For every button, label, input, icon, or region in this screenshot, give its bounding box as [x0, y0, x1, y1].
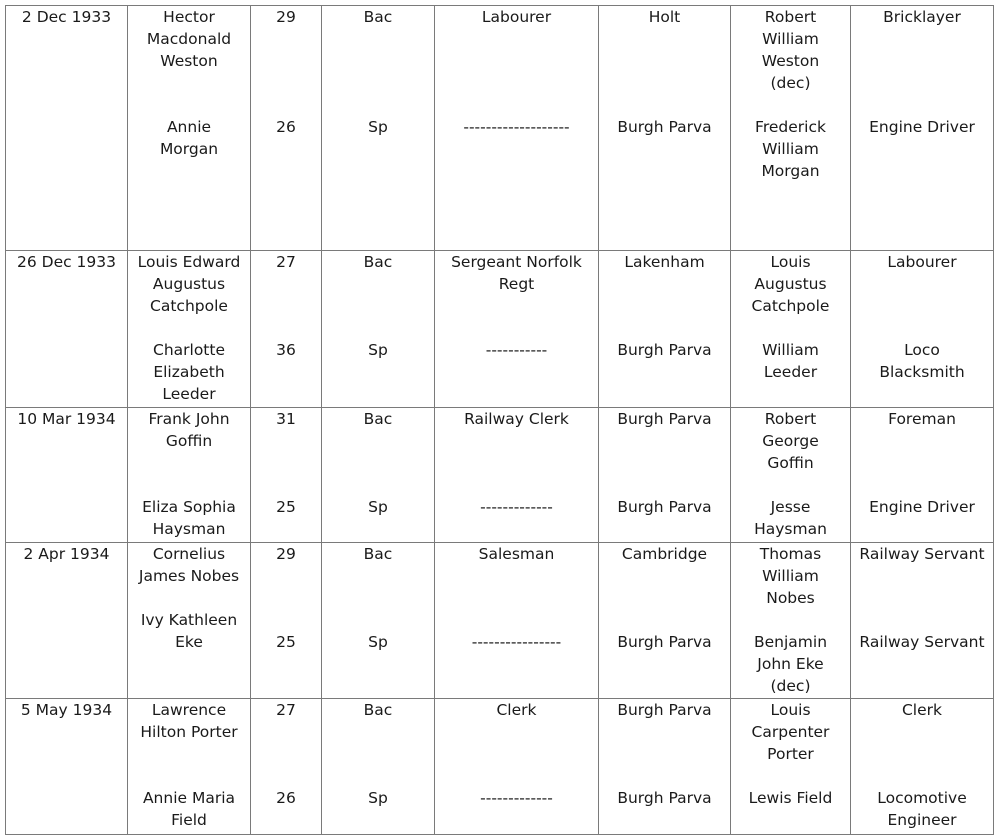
text-line: Robert [764, 8, 817, 26]
father-occupation-cell [851, 699, 994, 835]
groom-residence: Holt [648, 8, 681, 26]
text-line: Jesse [770, 498, 811, 516]
condition-cell [322, 6, 435, 251]
text-line: Macdonald [146, 30, 232, 48]
bride-age: 25 [276, 498, 296, 516]
age-cell-content [251, 408, 321, 542]
groom-condition: Bac [363, 253, 393, 271]
register-body [6, 6, 994, 835]
register-entry-row [6, 699, 994, 835]
text-line: Blacksmith [879, 363, 965, 381]
groom-condition: Bac [363, 8, 393, 26]
father-name-cell-content [731, 408, 850, 542]
groom-occupation: Clerk [496, 701, 537, 719]
occupation-cell [435, 251, 599, 408]
text-line: Locomotive [877, 789, 967, 807]
bride-occupation: ------------- [480, 789, 553, 807]
groom-residence: Lakenham [624, 253, 705, 271]
bride-condition: Sp [368, 341, 388, 359]
groom-father-occupation: Clerk [901, 701, 942, 719]
text-line: Regt [498, 275, 535, 293]
text-line: Charlotte [153, 341, 225, 359]
bride-father-occupation: Engine Driver [869, 118, 975, 136]
occupation-cell [435, 408, 599, 543]
father-name-cell [731, 251, 851, 408]
groom-residence: Burgh Parva [617, 410, 712, 428]
marriage-date-cell-content [6, 543, 127, 698]
residence-cell [599, 699, 731, 835]
father-name-cell [731, 543, 851, 699]
condition-cell-content [322, 251, 434, 407]
text-line: Goffin [767, 454, 814, 472]
person-name-cell [128, 699, 251, 835]
text-line: Elizabeth [153, 363, 225, 381]
father-occupation-cell-content [851, 699, 993, 834]
bride-father-occupation: Engine Driver [869, 498, 975, 516]
groom-condition: Bac [363, 545, 393, 563]
father-occupation-cell-content [851, 408, 993, 542]
groom-person-name [131, 6, 247, 72]
bride-residence: Burgh Parva [617, 789, 712, 807]
condition-cell-content [322, 699, 434, 834]
text-line: William [762, 140, 819, 158]
marriage-register-table [5, 5, 994, 835]
text-line: Ivy Kathleen [140, 611, 238, 629]
groom-condition: Bac [363, 701, 393, 719]
text-line: Annie Maria [142, 789, 236, 807]
father-name-cell [731, 699, 851, 835]
father-occupation-cell [851, 251, 994, 408]
marriage-date: 2 Dec 1933 [21, 8, 112, 26]
marriage-date-cell-content [6, 6, 127, 250]
father-name-cell-content [731, 251, 850, 407]
text-line: (dec) [770, 74, 811, 92]
text-line: Field [171, 811, 207, 829]
bride-residence: Burgh Parva [617, 341, 712, 359]
bride-father-name [734, 496, 847, 540]
text-line: Annie [166, 118, 212, 136]
person-name-cell [128, 251, 251, 408]
residence-cell-content [599, 543, 730, 698]
bride-father-name: Lewis Field [748, 789, 833, 807]
marriage-date-cell [6, 408, 128, 543]
condition-cell [322, 699, 435, 835]
bride-age: 26 [276, 118, 296, 136]
groom-condition: Bac [363, 410, 393, 428]
groom-father-occupation: Labourer [887, 253, 957, 271]
marriage-date-cell-content [6, 408, 127, 542]
groom-age: 31 [276, 410, 296, 428]
groom-father-name [734, 408, 847, 474]
person-name-cell [128, 6, 251, 251]
text-line: Augustus [152, 275, 226, 293]
occupation-cell [435, 699, 599, 835]
residence-cell-content [599, 251, 730, 407]
text-line: Robert [764, 410, 817, 428]
groom-occupation: Salesman [478, 545, 555, 563]
groom-residence: Cambridge [621, 545, 708, 563]
bride-occupation: ------------------- [463, 118, 570, 136]
text-line: Porter [767, 745, 814, 763]
register-entry-row [6, 408, 994, 543]
bride-father-occupation [854, 339, 990, 383]
father-name-cell [731, 6, 851, 251]
age-cell [251, 699, 322, 835]
groom-father-name [734, 6, 847, 94]
person-name-cell-content [128, 543, 250, 698]
marriage-date-cell-content [6, 251, 127, 407]
groom-age: 27 [276, 701, 296, 719]
condition-cell-content [322, 408, 434, 542]
text-line: John Eke [757, 655, 824, 673]
condition-cell-content [322, 6, 434, 250]
groom-occupation: Labourer [481, 8, 552, 26]
marriage-date-cell [6, 699, 128, 835]
text-line: William [762, 30, 819, 48]
text-line: Morgan [159, 140, 219, 158]
text-line: Weston [761, 52, 820, 70]
father-name-cell [731, 408, 851, 543]
age-cell [251, 251, 322, 408]
groom-person-name [131, 699, 247, 743]
groom-father-name [734, 543, 847, 609]
bride-father-name [734, 339, 847, 383]
person-name-cell [128, 408, 251, 543]
text-line: Leeder [763, 363, 818, 381]
text-line: William [762, 567, 819, 585]
text-line: George [762, 432, 819, 450]
residence-cell-content [599, 699, 730, 834]
residence-cell-content [599, 408, 730, 542]
occupation-cell-content [435, 699, 598, 834]
condition-cell [322, 543, 435, 699]
bride-condition: Sp [368, 118, 388, 136]
text-line: (dec) [770, 677, 811, 695]
text-line: Benjamin [753, 633, 828, 651]
text-line: Hilton Porter [140, 723, 238, 741]
text-line: Lawrence [151, 701, 227, 719]
bride-condition: Sp [368, 498, 388, 516]
text-line: Loco [904, 341, 940, 359]
marriage-date: 5 May 1934 [20, 701, 113, 719]
bride-person-name [131, 116, 247, 160]
residence-cell [599, 543, 731, 699]
residence-cell [599, 408, 731, 543]
marriage-date-cell [6, 251, 128, 408]
groom-occupation: Railway Clerk [464, 410, 569, 428]
bride-residence: Burgh Parva [617, 633, 712, 651]
text-line: Frank John [148, 410, 230, 428]
age-cell [251, 543, 322, 699]
age-cell [251, 408, 322, 543]
occupation-cell-content [435, 6, 598, 250]
bride-occupation: ------------- [480, 498, 553, 516]
bride-person-name [131, 339, 247, 405]
text-line: Sergeant Norfolk [451, 253, 582, 271]
bride-condition: Sp [368, 633, 388, 651]
groom-age: 29 [276, 8, 296, 26]
text-line: James Nobes [138, 567, 240, 585]
groom-person-name [131, 251, 247, 317]
text-line: Weston [160, 52, 218, 70]
age-cell-content [251, 699, 321, 834]
bride-person-name [131, 787, 247, 831]
age-cell [251, 6, 322, 251]
text-line: Hector [163, 8, 215, 26]
register-entry-row [6, 543, 994, 699]
groom-age: 29 [276, 545, 296, 563]
bride-age: 26 [276, 789, 296, 807]
father-occupation-cell-content [851, 6, 993, 250]
person-name-cell-content [128, 699, 250, 834]
bride-residence: Burgh Parva [617, 118, 712, 136]
groom-residence: Burgh Parva [617, 701, 712, 719]
text-line: Louis Edward [137, 253, 241, 271]
condition-cell-content [322, 543, 434, 698]
bride-age: 36 [276, 341, 296, 359]
text-line: Goffin [165, 432, 213, 450]
bride-residence: Burgh Parva [617, 498, 712, 516]
text-line: Frederick [755, 118, 826, 136]
text-line: Nobes [766, 589, 815, 607]
condition-cell [322, 408, 435, 543]
groom-person-name [131, 408, 247, 452]
groom-father-name [734, 251, 847, 317]
residence-cell-content [599, 6, 730, 250]
text-line: Leeder [162, 385, 216, 403]
text-line: Catchpole [751, 297, 830, 315]
residence-cell [599, 6, 731, 251]
text-line: Morgan [761, 162, 820, 180]
register-entry-row [6, 6, 994, 251]
bride-occupation: ----------- [485, 341, 548, 359]
bride-condition: Sp [368, 789, 388, 807]
bride-father-name [734, 116, 847, 182]
bride-father-name [734, 631, 847, 697]
text-line: Thomas [759, 545, 822, 563]
register-entry-row [6, 251, 994, 408]
text-line: Louis [770, 253, 811, 271]
groom-occupation [438, 251, 595, 295]
bride-age: 25 [276, 633, 296, 651]
bride-occupation: ---------------- [471, 633, 562, 651]
text-line: Eke [175, 633, 203, 651]
father-occupation-cell [851, 543, 994, 699]
groom-father-occupation: Bricklayer [883, 8, 961, 26]
father-name-cell-content [731, 6, 850, 250]
condition-cell [322, 251, 435, 408]
text-line: Haysman [152, 520, 226, 538]
person-name-cell-content [128, 408, 250, 542]
bride-person-name [131, 496, 247, 540]
text-line: Haysman [754, 520, 827, 538]
groom-father-occupation: Foreman [888, 410, 956, 428]
age-cell-content [251, 251, 321, 407]
text-line: Eliza Sophia [142, 498, 236, 516]
groom-father-name [734, 699, 847, 765]
groom-person-name [131, 543, 247, 587]
text-line: Engineer [887, 811, 957, 829]
text-line: Louis [770, 701, 811, 719]
text-line: Cornelius [152, 545, 226, 563]
bride-father-occupation: Railway Servant [859, 633, 985, 651]
marriage-date: 10 Mar 1934 [17, 410, 116, 428]
person-name-cell [128, 543, 251, 699]
text-line: Augustus [754, 275, 827, 293]
occupation-cell-content [435, 408, 598, 542]
father-occupation-cell-content [851, 543, 993, 698]
father-name-cell-content [731, 699, 850, 834]
age-cell-content [251, 6, 321, 250]
groom-father-occupation: Railway Servant [859, 545, 985, 563]
occupation-cell-content [435, 251, 598, 407]
marriage-date-cell [6, 543, 128, 699]
groom-age: 27 [276, 253, 296, 271]
father-occupation-cell [851, 408, 994, 543]
marriage-date-cell [6, 6, 128, 251]
age-cell-content [251, 543, 321, 698]
text-line: Carpenter [751, 723, 830, 741]
person-name-cell-content [128, 6, 250, 250]
text-line: William [762, 341, 819, 359]
person-name-cell-content [128, 251, 250, 407]
marriage-date-cell-content [6, 699, 127, 834]
marriage-date: 2 Apr 1934 [23, 545, 110, 563]
marriage-date: 26 Dec 1933 [16, 253, 117, 271]
father-occupation-cell-content [851, 251, 993, 407]
bride-person-name [131, 609, 247, 653]
bride-father-occupation [854, 787, 990, 831]
father-name-cell-content [731, 543, 850, 698]
text-line: Catchpole [150, 297, 228, 315]
occupation-cell [435, 6, 599, 251]
residence-cell [599, 251, 731, 408]
occupation-cell [435, 543, 599, 699]
father-occupation-cell [851, 6, 994, 251]
occupation-cell-content [435, 543, 598, 698]
